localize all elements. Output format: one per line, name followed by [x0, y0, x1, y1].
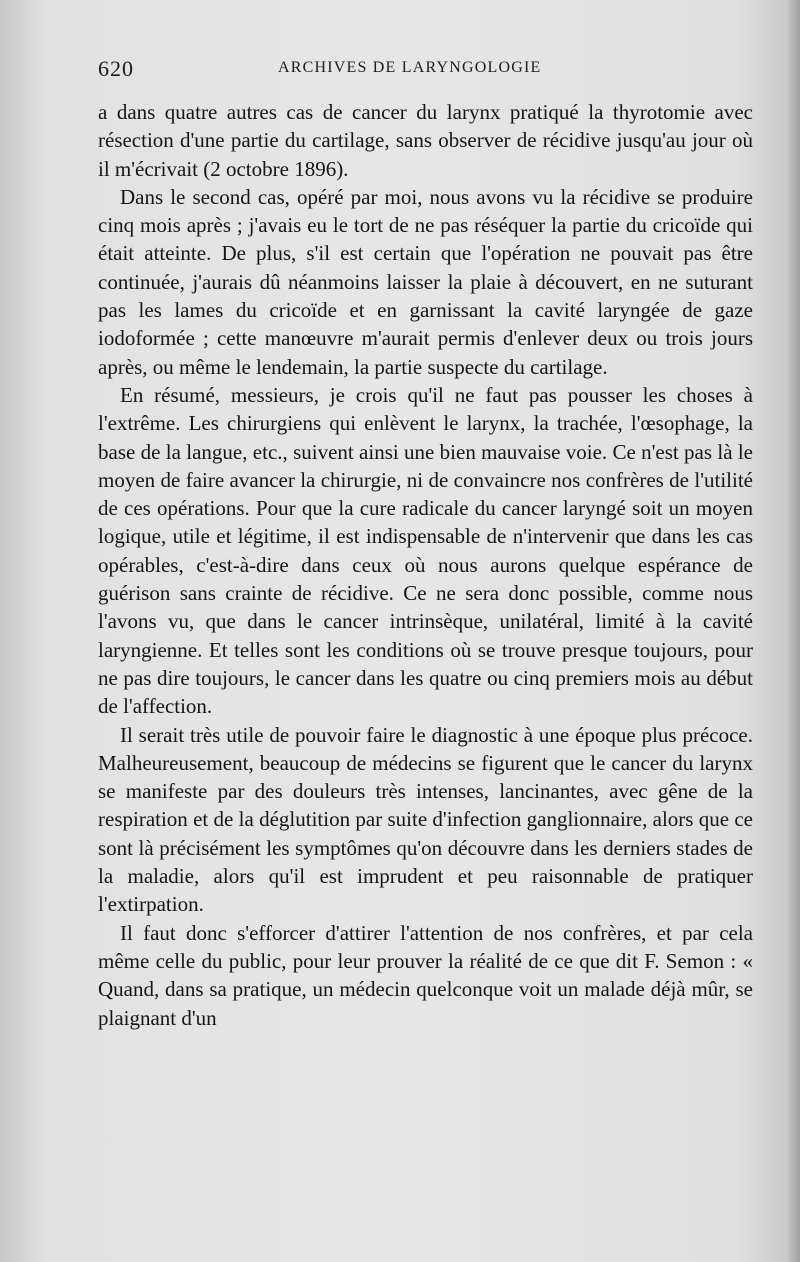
page-number: 620 [98, 56, 134, 81]
page-header [98, 56, 753, 86]
paragraph: Il serait très utile de pouvoir faire le diagnostic à une époque plus précoce. Malheureusement, beaucoup de médecins se figurent que le cancer du larynx se manifeste par des douleurs très intenses, lancinantes, avec gêne de la respiration et de la déglutition par suite d'infection ganglionnaire, alors que ce sont là précisément les symptômes qu'on découvre dans les derniers stades de la maladie, alors qu'il est imprudent et peu raisonnable de pratiquer l'extirpation. [98, 722, 753, 917]
paragraph: En résumé, messieurs, je crois qu'il ne faut pas pousser les choses à l'extrême. Les chirurgiens qui enlèvent le larynx, la trachée, l'œsophage, la base de la langue, etc., suivent ainsi une bien mauvaise voie. Ce n'est pas là le moyen de faire avancer la chirurgie, ni de convaincre nos confrères de l'utilité de ces opérations. Pour que la cure radicale du cancer laryngé soit un moyen logique, utile et légitime, il est indispensable de n'intervenir que dans les cas opérables, c'est-à-dire dans ceux où nous aurons quelque espérance de guérison sans crainte de récidive. Ce ne sera donc possible, comme nous l'avons vu, que dans le cancer intrinsèque, unilatéral, limité à la cavité laryngienne. Et telles sont les conditions où se trouve presque toujours, pour ne pas dire toujours, le cancer dans les quatre ou cinq premiers mois au début de l'affection. [98, 382, 753, 719]
paragraph: Dans le second cas, opéré par moi, nous avons vu la récidive se produire cinq mois après ; j'avais eu le tort de ne pas réséquer la partie du cricoïde qui était atteinte. De plus, s'il est certain que l'opération ne pouvait pas être continuée, j'aurais dû néanmoins laisser la plaie à découvert, en ne suturant pas les lames du cricoïde et en garnissant la cavité laryngée de gaze iodoformée ; cette manœuvre m'aurait permis d'enlever deux ou trois jours après, ou même le lendemain, la partie suspecte du cartilage. [98, 184, 753, 379]
running-head: ARCHIVES DE LARYNGOLOGIE [278, 59, 542, 76]
paragraph: Il faut donc s'efforcer d'attirer l'attention de nos confrères, et par cela même celle du public, pour leur prouver la réalité de ce que dit F. Semon : « Quand, dans sa pratique, un médecin quelconque voit un malade déjà mûr, se plaignant d'un [98, 920, 753, 1030]
body-text [98, 98, 753, 1032]
paragraph-continuation: a dans quatre autres cas de cancer du larynx pratiqué la thyrotomie avec résection d'une partie du cartilage, sans observer de récidive jusqu'au jour où il m'écrivait (2 octobre 1896). [98, 100, 753, 181]
page-edge-shadow [786, 0, 800, 1262]
